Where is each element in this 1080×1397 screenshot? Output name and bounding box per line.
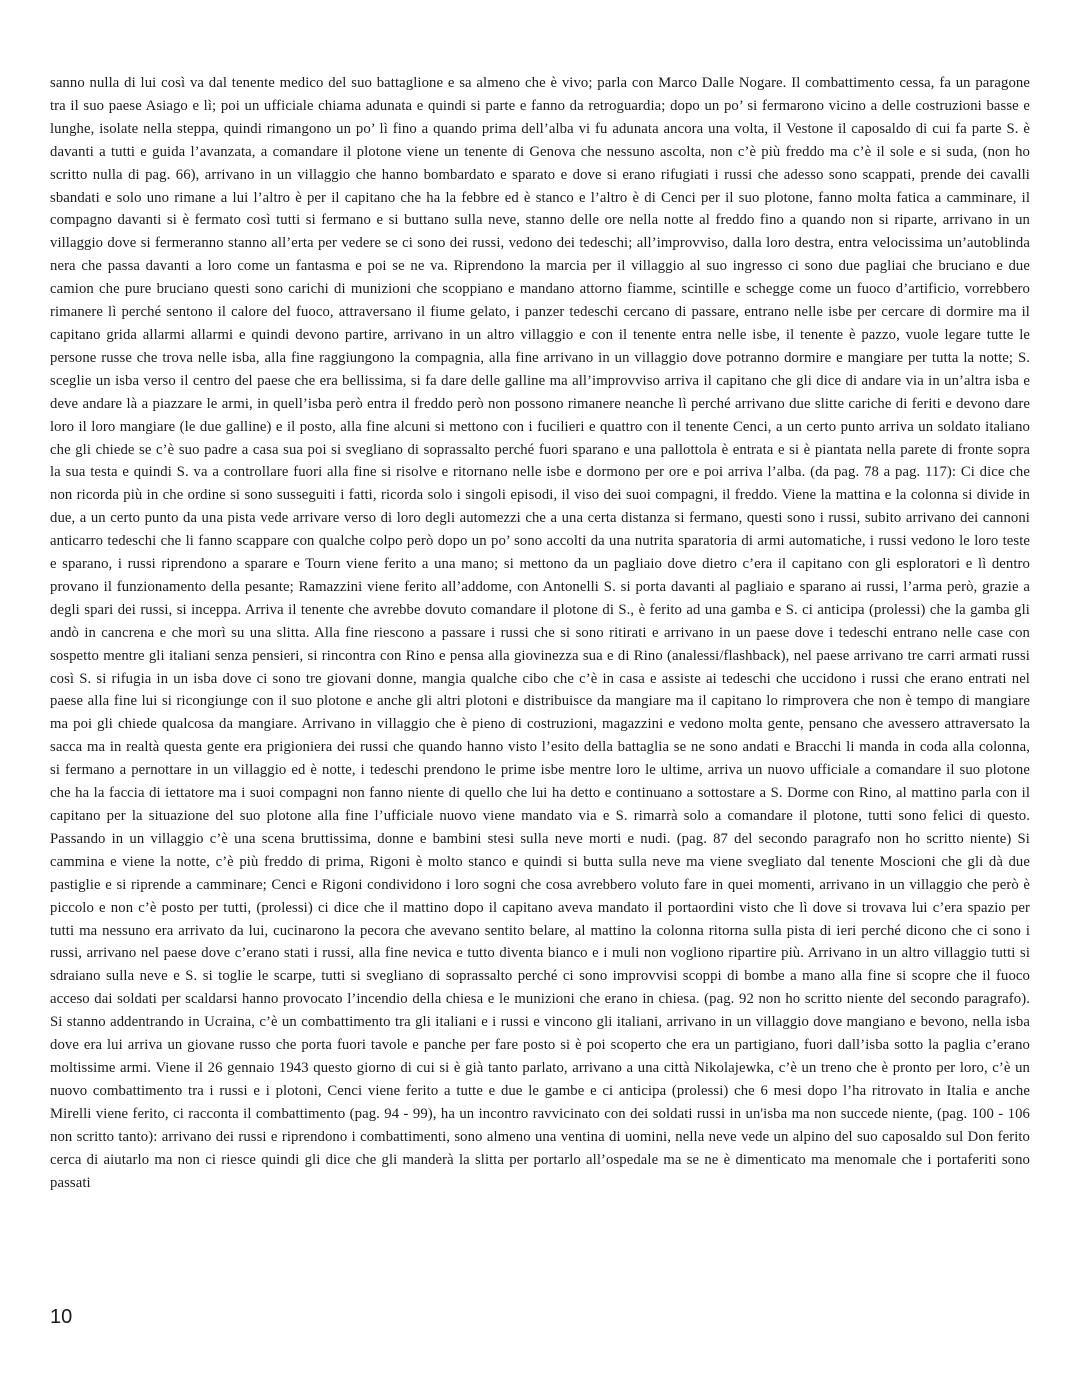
body-paragraph: sanno nulla di lui così va dal tenente medico del suo battaglione e sa almeno che è vivo; parla con Marco Dalle Nogare. Il combattimento cessa, fa un paragone tra il suo paese Asiago e lì; poi un ufficiale chiama adunata e quindi si parte e fanno da retroguardia; dopo un po’ si fermarono vicino a delle costruzioni basse e lunghe, isolate nella steppa, quindi rimangono un po’ lì fino a quando prima dell’alba vi fu adunata ancora una volta, il Vestone il caposaldo di cui fa parte S. è davanti a tutti e guida l’avanzata, a comandare il plotone viene un tenente di Genova che nessuno ascolta, non c’è più freddo ma c’è il sole e si suda, (non ho scritto nulla di pag. 66), arrivano in un villaggio che hanno bombardato e sparato e dove si erano rifugiati i russi che adesso sono scappati, prende dei cavalli sbandati e solo uno rimane a lui l’altro è per il capitano che ha la febbre ed è stanco e l’altro è di Cenci per il suo plotone, fanno molta fatica a camminare, il compagno davanti si è fermato così tutti si fermano e si buttano sulla neve, stanno delle ore nella notte al freddo fino a quando non si riparte, arrivano in un villaggio dove si fermeranno stanno all’erta per vedere se ci sono dei russi, vedono dei tedeschi; all’improvviso, dalla loro destra, entra velocissima un’autoblinda nera che passa davanti a loro come un fantasma e poi se ne va. Riprendono la marcia per il villaggio al suo ingresso ci sono due pagliai che bruciano e due camion che pure bruciano questi sono carichi di munizioni che scoppiano e mandano attorno fiamme, scintille e schegge come un fuoco d’artificio, vorrebbero rimanere lì perché sentono il calore del fuoco, attraversano il fiume gelato, i panzer tedeschi cercano di passare, entrano nelle isbe per cercare di dormire ma il capitano grida allarmi allarmi e quindi devono partire, arrivano in un altro villaggio e con il tenente entra nelle isbe, il tenente è pazzo, vuole legare tutte le persone russe che trova nelle isba, alla fine raggiungono la compagnia, alla fine arrivano in un villaggio dove potranno dormire e mangiare per tutta la notte; S. sceglie un isba verso il centro del paese che era bellissima, si fa dare delle galline ma all’improvviso arriva il capitano che gli dice di andare via in un’altra isba e deve andare là a piazzare le armi, in quell’isba però entra il freddo però non possono rimanere neanche lì perché arrivano due slitte cariche di feriti e devono dare loro il loro mangiare (le due galline) e il posto, alla fine alcuni si mettono con i fucilieri e quattro con il tenente Cenci, a un certo punto arriva un soldato italiano che gli chiede se c’è suo padre a casa sua poi si svegliano di soprassalto perché fuori sparano e una pallottola è entrata e si è piantata nella parete di fronte sopra la sua testa e quindi S. va a controllare fuori alla fine si risolve e ritornano nelle isbe e dormono per ore e poi arriva l’alba. (da pag. 78 a pag. 117): Ci dice che non ricorda più in che ordine si sono susseguiti i fatti, ricorda solo i singoli episodi, il viso dei suoi compagni, il freddo. Viene la mattina e la colonna si divide in due, a un certo punto da una pista vede arrivare verso di loro degli automezzi che a una certa distanza si fermano, questi sono i russi, subito arrivano dei cannoni anticarro tedeschi che li fanno scappare con qualche colpo però dopo un po’ sono accolti da una nutrita sparatoria di armi automatiche, i russi vedono le loro teste e sparano, i russi riprendono a sparare e Tourn viene ferito a una mano; si mettono da un pagliaio dove dietro c’era il capitano con gli esploratori e lì dentro provano il funzionamento della pesante; Ramazzini viene ferito all’addome, con Antonelli S. si porta davanti al pagliaio e sparano ai russi, l’arma però, grazie a degli spari dei russi, si inceppa. Arriva il tenente che avrebbe dovuto comandare il plotone di S., è ferito ad una gamba e S. ci anticipa (prolessi) che la gamba gli andò in cancrena e che morì su una slitta. Alla fine riescono a passare i russi che si sono ritirati e arrivano in un paese dove i tedeschi entrano nelle case con sospetto mentre gli italiani senza pensieri, si rincontra con Rino e pensa alla giovinezza sua e di Rino (analessi/flashback), nel paese arrivano tre carri armati russi così S. si rifugia in un isba dove ci sono tre giovani donne, mangia qualche cibo che c’è in casa e assiste ai tedeschi che uccidono i russi che erano entrati nel paese alla fine lui si ricongiunge con il suo plotone e anche gli altri plotoni e distribuisce da mangiare ma il capitano lo rimprovera che non è tempo di mangiare ma poi gli chiede qualcosa da mangiare. Arrivano in villaggio che è pieno di costruzioni, magazzini e vedono molta gente, pensano che avessero attraversato la sacca ma in realtà questa gente era prigioniera dei russi che quando hanno visto l’esito della battaglia se ne sono andati e Bracchi li manda in coda alla colonna, si fermano a pernottare in un villaggio ed è notte, i tedeschi prendono le prime isbe mentre loro le ultime, arriva un nuovo ufficiale a comandare il suo plotone che ha la faccia di iettatore ma i suoi compagni non fanno niente di quello che lui ha detto e continuano a sottostare a S. Dorme con Rino, al mattino parla con il capitano per la situazione del suo plotone alla fine l’ufficiale nuovo viene mandato via e S. rimarrà solo a comandare il plotone, tutti sono felici di questo. Passando in un villaggio c’è una scena bruttissima, donne e bambini stesi sulla neve morti e nudi. (pag. 87 del secondo paragrafo non ho scritto niente) Si cammina e viene la notte, c’è più freddo di prima, Rigoni è molto stanco e quindi si butta sulla neve ma viene svegliato dal tenente Moscioni che gli dà due pastiglie e si riprende a camminare; Cenci e Rigoni condividono i loro sogni che cosa avrebbero voluto fare in quei momenti, arrivano in un villaggio che però è piccolo e non c’è posto per tutti, (prolessi) ci dice che il mattino dopo il capitano aveva mandato il portaordini visto che lì dove si trovava lui c’era spazio per tutti ma nessuno era arrivato da lui, cucinarono la pecora che avevano sentito belare, al mattino la colonna ritorna sulla pista di ieri perché dicono che ci sono i russi, arrivano nel paese dove c’erano stati i russi, alla fine nevica e tutto diventa bianco e i muli non vogliono ripartire più. Arrivano in un altro villaggio tutti si sdraiano sulla neve e S. si toglie le scarpe, tutti si svegliano di soprassalto perché ci sono improvvisi scoppi di bombe a mano alla fine si scopre che il fuoco acceso dai soldati per scaldarsi hanno provocato l’incendio della chiesa e le munizioni che erano in chiesa. (pag. 92 non ho scritto niente del secondo paragrafo). Si stanno addentrando in Ucraina, c’è un combattimento tra gli italiani e i russi e vincono gli italiani, arrivano in un villaggio dove mangiano e bevono, nella isba dove era lui arriva un giovane russo che porta fuori tavole e panche per fare posto si è poi scoperto che era un partigiano, fuori dall’isba sotto la paglia c’erano moltissime armi. Viene il 26 gennaio 1943 questo giorno di cui si è già tanto parlato, arrivano a una città Nikolajewka, c’è un treno che è pronto per loro, c’è un nuovo combattimento tra i russi e i plotoni, Cenci viene ferito a tutte e due le gambe e ci anticipa (prolessi) che 6 mesi dopo l’ha ritrovato in Italia e anche Mirelli viene ferito, ci racconta il combattimento (pag. 94 - 99), ha un incontro ravvicinato con dei soldati russi in un'isba ma non succede niente, (pag. 100 - 106 non scritto tanto): arrivano dei russi e riprendono i combattimenti, sono almeno una ventina di uomini, nella neve vede un alpino del suo caposaldo sul Don ferito cerca di aiutarlo ma non ci riesce quindi gli dice che gli manderà la slitta per portarlo all’ospedale ma se ne è dimenticato ma menomale che i portaferiti sono passati (50, 75, 1030, 1191)
page-number: 10 (50, 1306, 73, 1328)
